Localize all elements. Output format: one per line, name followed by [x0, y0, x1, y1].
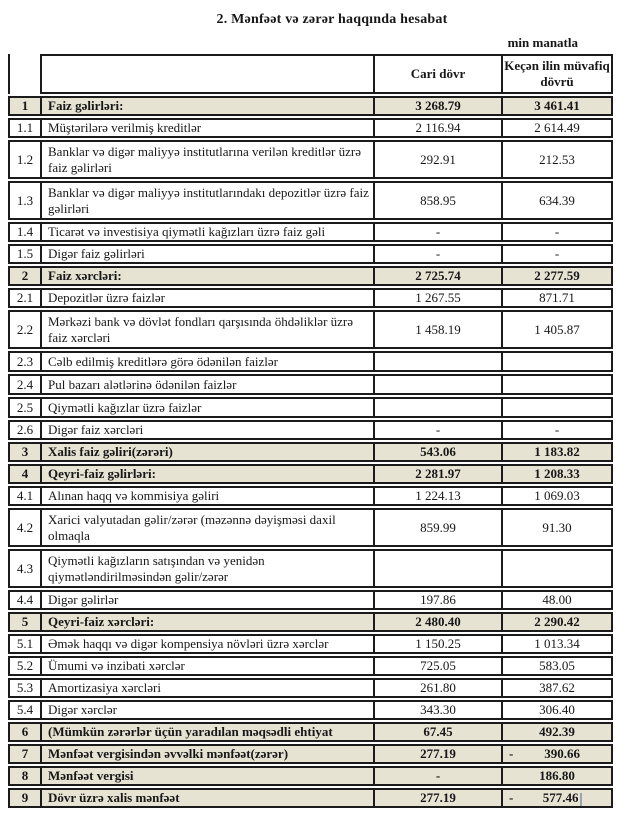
table-row — [8, 181, 613, 220]
negative-sign: - — [509, 790, 514, 805]
previous-period-value: 1 183.82 — [503, 442, 613, 462]
row-number: 5 — [8, 612, 42, 632]
current-period-value: 2 116.94 — [375, 118, 503, 138]
previous-period-value: 306.40 — [503, 700, 613, 720]
previous-period-value: 1 405.87 — [503, 310, 613, 349]
current-period-value: 2 281.97 — [375, 464, 503, 484]
previous-period-value: 871.71 — [503, 288, 613, 308]
row-number: 4.4 — [8, 590, 42, 610]
row-label: Digər faiz gəlirləri — [42, 244, 375, 264]
row-label: Mənfəət vergisi — [42, 766, 375, 786]
table-row — [8, 420, 613, 440]
table-row — [8, 486, 613, 506]
current-period-value: - — [375, 244, 503, 264]
table-row — [8, 634, 613, 654]
previous-period-value: 583.05 — [503, 656, 613, 676]
current-period-value: - — [375, 222, 503, 242]
row-label: Qiymətli kağızlar üzrə faizlər — [42, 397, 375, 418]
negative-sign: - — [509, 746, 514, 761]
table-row — [8, 464, 613, 484]
row-label: Mənfəət vergisindən əvvəlki mənfəət(zərər) — [42, 744, 375, 764]
previous-period-value: - — [503, 420, 613, 440]
row-number: 1 — [8, 96, 42, 116]
current-period-value: 1 224.13 — [375, 486, 503, 506]
header-previous-period: Keçən ilin müvafiq dövrü — [503, 54, 613, 94]
current-period-value: 67.45 — [375, 722, 503, 742]
row-number: 2.3 — [8, 351, 42, 372]
current-period-value: 197.86 — [375, 590, 503, 610]
row-label: Faiz gəlirləri: — [42, 96, 375, 116]
row-number: 7 — [8, 744, 42, 764]
row-label: Amortizasiya xərcləri — [42, 678, 375, 698]
current-period-value — [375, 397, 503, 418]
table-row — [8, 310, 613, 349]
previous-period-value — [503, 549, 613, 588]
header-current-period: Cari dövr — [375, 54, 503, 94]
current-period-value: 543.06 — [375, 442, 503, 462]
table-row — [8, 722, 613, 742]
row-number: 4.1 — [8, 486, 42, 506]
current-period-value: 1 458.19 — [375, 310, 503, 349]
current-period-value: 277.19 — [375, 788, 503, 808]
current-period-value: 343.30 — [375, 700, 503, 720]
row-number: 4.2 — [8, 508, 42, 547]
row-number: 5.1 — [8, 634, 42, 654]
row-label: Qeyri-faiz xərcləri: — [42, 612, 375, 632]
current-period-value: 1 150.25 — [375, 634, 503, 654]
table-row — [8, 442, 613, 462]
row-number: 1.3 — [8, 181, 42, 220]
header-number-cell — [8, 54, 42, 94]
row-label: Mərkəzi bank və dövlət fondları qarşısında öhdəliklər üzrə faiz xərcləri — [42, 310, 375, 349]
table-body — [8, 96, 613, 808]
table-header-row — [8, 54, 613, 94]
previous-period-value: 387.62 — [503, 678, 613, 698]
row-number: 2.6 — [8, 420, 42, 440]
previous-period-value: 492.39 — [503, 722, 613, 742]
row-number: 2 — [8, 266, 42, 286]
current-period-value: 858.95 — [375, 181, 503, 220]
page-title: 2. Mənfəət və zərər haqqında hesabat — [216, 12, 448, 27]
current-period-value: 859.99 — [375, 508, 503, 547]
row-number: 3 — [8, 442, 42, 462]
current-period-value — [375, 374, 503, 395]
previous-period-amount: 577.46 — [513, 790, 611, 806]
table-row — [8, 590, 613, 610]
row-label: Qiymətli kağızların satışından və yenidən qiymətləndirilməsindən gəlir/zərər — [42, 549, 375, 588]
row-label: Pul bazarı alətlərinə ödənilən faizlər — [42, 374, 375, 395]
current-period-value: 292.91 — [375, 140, 503, 179]
row-number: 4 — [8, 464, 42, 484]
table-row — [8, 508, 613, 547]
table-row — [8, 244, 613, 264]
row-label: Digər faiz xərcləri — [42, 420, 375, 440]
row-label: Alınan haqq və kommisiya gəliri — [42, 486, 375, 506]
previous-period-value: 48.00 — [503, 590, 613, 610]
table-row — [8, 374, 613, 395]
previous-period-value: 1 013.34 — [503, 634, 613, 654]
current-period-value — [375, 351, 503, 372]
row-number: 8 — [8, 766, 42, 786]
table-row — [8, 788, 613, 808]
table-row — [8, 700, 613, 720]
table-row — [8, 766, 613, 786]
row-label: Xalis faiz gəliri(zərəri) — [42, 442, 375, 462]
row-number: 9 — [8, 788, 42, 808]
row-label: Xarici valyutadan gəlir/zərər (məzənnə dəyişməsi daxil olmaqla — [42, 508, 375, 547]
previous-period-value: 91.30 — [503, 508, 613, 547]
previous-period-value: 2 290.42 — [503, 612, 613, 632]
previous-period-value: 186.80 — [503, 766, 613, 786]
table-row — [8, 96, 613, 116]
row-label: Ümumi və inzibati xərclər — [42, 656, 375, 676]
current-period-value — [375, 549, 503, 588]
previous-period-value: - — [503, 244, 613, 264]
table-row — [8, 397, 613, 418]
row-label: Digər gəlirlər — [42, 590, 375, 610]
row-number: 5.2 — [8, 656, 42, 676]
current-period-value: 2 725.74 — [375, 266, 503, 286]
current-period-value: - — [375, 766, 503, 786]
row-number: 6 — [8, 722, 42, 742]
row-number: 2.5 — [8, 397, 42, 418]
profit-loss-table — [8, 54, 613, 808]
previous-period-value: 3 461.41 — [503, 96, 613, 116]
current-period-value: 725.05 — [375, 656, 503, 676]
table-row — [8, 222, 613, 242]
row-label: Digər xərclər — [42, 700, 375, 720]
table-row — [8, 140, 613, 179]
row-label: (Mümkün zərərlər üçün yaradılan məqsədli ehtiyat — [42, 722, 375, 742]
previous-period-value: 1 069.03 — [503, 486, 613, 506]
table-row — [8, 118, 613, 138]
current-period-value: 1 267.55 — [375, 288, 503, 308]
previous-period-value — [503, 744, 613, 764]
row-number: 2.4 — [8, 374, 42, 395]
table-row — [8, 266, 613, 286]
current-period-value: - — [375, 420, 503, 440]
row-number: 5.4 — [8, 700, 42, 720]
previous-period-value — [503, 374, 613, 395]
current-period-value: 277.19 — [375, 744, 503, 764]
table-row — [8, 288, 613, 308]
row-label: Banklar və digər maliyyə institutlarına verilən kreditlər üzrə faiz gəlirləri — [42, 140, 375, 179]
table-row — [8, 612, 613, 632]
previous-period-value — [503, 397, 613, 418]
previous-period-value: 2 614.49 — [503, 118, 613, 138]
row-label: Depozitlər üzrə faizlər — [42, 288, 375, 308]
previous-period-amount: 390.66 — [544, 746, 581, 761]
table-row — [8, 744, 613, 764]
row-label: Banklar və digər maliyyə institutlarındakı depozitlər üzrə faiz gəlirləri — [42, 181, 375, 220]
row-label: Qeyri-faiz gəlirləri: — [42, 464, 375, 484]
row-label: Müştərilərə verilmiş kreditlər — [42, 118, 375, 138]
previous-period-value: 1 208.33 — [503, 464, 613, 484]
current-period-value: 261.80 — [375, 678, 503, 698]
row-number: 1.2 — [8, 140, 42, 179]
previous-period-value: 634.39 — [503, 181, 613, 220]
previous-period-value — [503, 351, 613, 372]
row-number: 2.2 — [8, 310, 42, 349]
table-row — [8, 351, 613, 372]
row-number: 1.1 — [8, 118, 42, 138]
row-number: 4.3 — [8, 549, 42, 588]
header-description-cell — [42, 54, 375, 94]
row-label: Faiz xərcləri: — [42, 266, 375, 286]
previous-period-value: - — [503, 222, 613, 242]
table-row — [8, 549, 613, 588]
row-number: 1.4 — [8, 222, 42, 242]
row-label: Cəlb edilmiş kreditlərə görə ödənilən faizlər — [42, 351, 375, 372]
row-number: 2.1 — [8, 288, 42, 308]
text-cursor-artifact — [580, 793, 582, 806]
row-label: Əmək haqqı və digər kompensiya növləri üzrə xərclər — [42, 634, 375, 654]
row-number: 1.5 — [8, 244, 42, 264]
table-row — [8, 656, 613, 676]
current-period-value: 2 480.40 — [375, 612, 503, 632]
row-label: Ticarət və investisiya qiymətli kağızları üzrə faiz gəli — [42, 222, 375, 242]
table-row — [8, 678, 613, 698]
row-number: 5.3 — [8, 678, 42, 698]
unit-note: min manatla — [507, 35, 578, 50]
previous-period-value: 212.53 — [503, 140, 613, 179]
previous-period-value: 2 277.59 — [503, 266, 613, 286]
row-label: Dövr üzrə xalis mənfəət — [42, 788, 375, 808]
current-period-value: 3 268.79 — [375, 96, 503, 116]
previous-period-value — [503, 788, 613, 808]
